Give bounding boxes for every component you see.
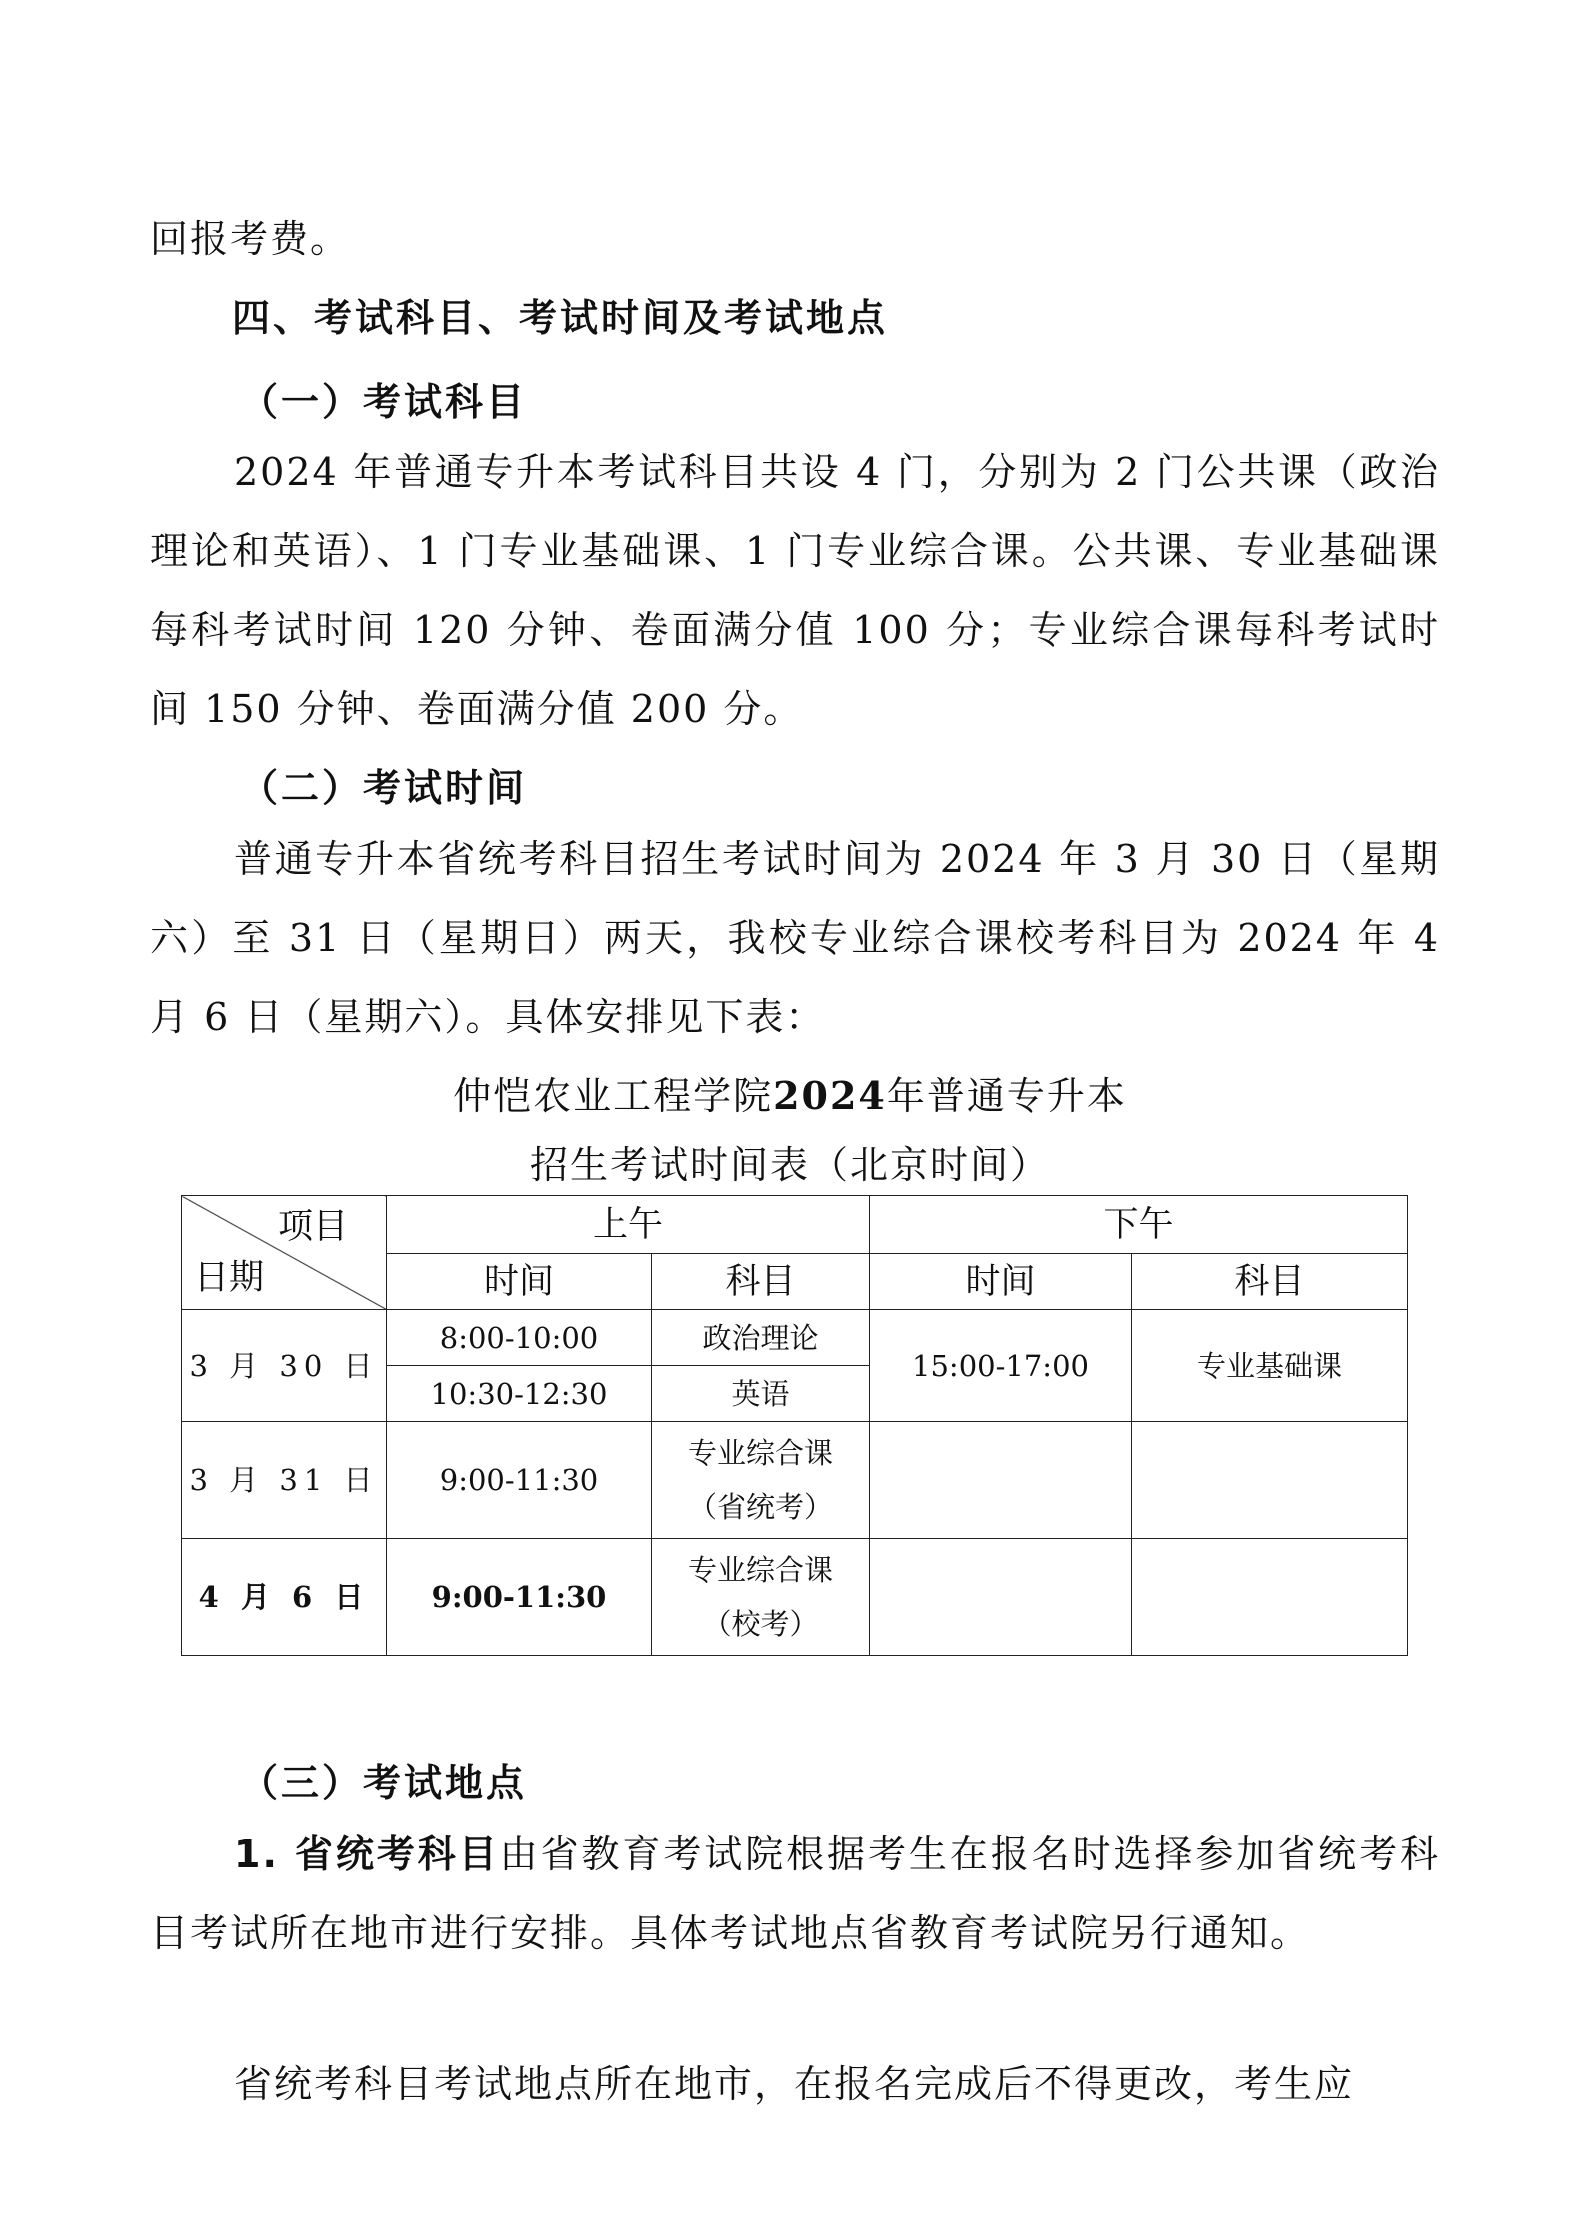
subject-line-1: 专业综合课: [688, 1436, 834, 1470]
section-heading-4: 四、考试科目、考试时间及考试地点: [232, 296, 889, 340]
exam-schedule-table: [181, 1195, 1408, 1656]
header-pm: 下午: [870, 1196, 1408, 1254]
paragraph-subjects: 2024 年普通专升本考试科目共设 4 门，分别为 2 门公共课（政治理论和英语）、1 门专业基础课、1 门专业综合课。公共课、专业基础课每科考试时间 120 分钟、卷面满分值 100 分；专业综合课每科考试时间 150 分钟、卷面满分值 200 分。: [150, 450, 1440, 731]
cell-empty-pm-subject: [1132, 1422, 1408, 1539]
cell-pm-time: 15:00-17:00: [870, 1310, 1132, 1422]
paragraph-time: 普通专升本省统考科目招生考试时间为 2024 年 3 月 30 日（星期六）至 31 日（星期日）两天，我校专业综合课校考科目为 2024 年 4 月 6 日（星期六）。具体安排见下表：: [150, 837, 1440, 1039]
cell-pm-subject: 专业基础课: [1132, 1310, 1408, 1422]
header-am-time: 时间: [387, 1254, 652, 1310]
table-title-part-c: 年普通专升本: [886, 1074, 1127, 1118]
table-title-year: 2024: [773, 1073, 887, 1118]
subject-line-2: （校考）: [702, 1607, 819, 1641]
cell-empty-pm-time: [870, 1422, 1132, 1539]
subheading-time: （二）考试时间: [240, 766, 528, 810]
cell-am-subject-1: 政治理论: [652, 1310, 870, 1366]
cell-am-time-0331: 9:00-11:30: [387, 1422, 652, 1539]
cell-am-subject-0406: [652, 1539, 870, 1656]
cell-am-subject-0331: [652, 1422, 870, 1539]
cell-empty-pm-time: [870, 1539, 1132, 1656]
table-title-line-1: [0, 1065, 1580, 1120]
paragraph-continuation: 回报考费。: [150, 217, 351, 261]
cell-am-time-2: 10:30-12:30: [387, 1366, 652, 1422]
place-1-label: 1. 省统考科目: [234, 1832, 500, 1876]
header-pm-time: 时间: [870, 1254, 1132, 1310]
header-am: 上午: [387, 1196, 870, 1254]
corner-item-label: 项目: [277, 1207, 348, 1247]
place-1-text: 由省教育考试院根据考生在报名时选择参加省统考科目考试所在地市进行安排。具体考试地点省教育考试院另行通知。: [150, 1832, 1440, 1955]
header-pm-subject: 科目: [1132, 1254, 1408, 1310]
cell-am-time-0406: 9:00-11:30: [387, 1539, 652, 1656]
subheading-subjects: （一）考试科目: [240, 380, 528, 424]
paragraph-place-1: [150, 1815, 1440, 1973]
cell-am-subject-2: 英语: [652, 1366, 870, 1422]
header-am-subject: 科目: [652, 1254, 870, 1310]
cell-empty-pm-subject: [1132, 1539, 1408, 1656]
table-title-line-2: 招生考试时间表（北京时间）: [529, 1143, 1050, 1187]
row-date-0406: 4 月 6 日: [182, 1539, 387, 1656]
subheading-place: （三）考试地点: [240, 1761, 528, 1805]
table-title-part-a: 仲恺农业工程学院: [453, 1074, 774, 1118]
row-date-0330: 3 月 30 日: [182, 1310, 387, 1422]
corner-date-label: 日期: [194, 1258, 265, 1298]
subject-line-1: 专业综合课: [688, 1553, 834, 1587]
table-corner-cell: [182, 1196, 387, 1310]
subject-line-2: （省统考）: [688, 1490, 834, 1524]
paragraph-place-2: 省统考科目考试地点所在地市，在报名完成后不得更改，考生应: [234, 2062, 1355, 2106]
cell-am-time-1: 8:00-10:00: [387, 1310, 652, 1366]
row-date-0331: 3 月 31 日: [182, 1422, 387, 1539]
